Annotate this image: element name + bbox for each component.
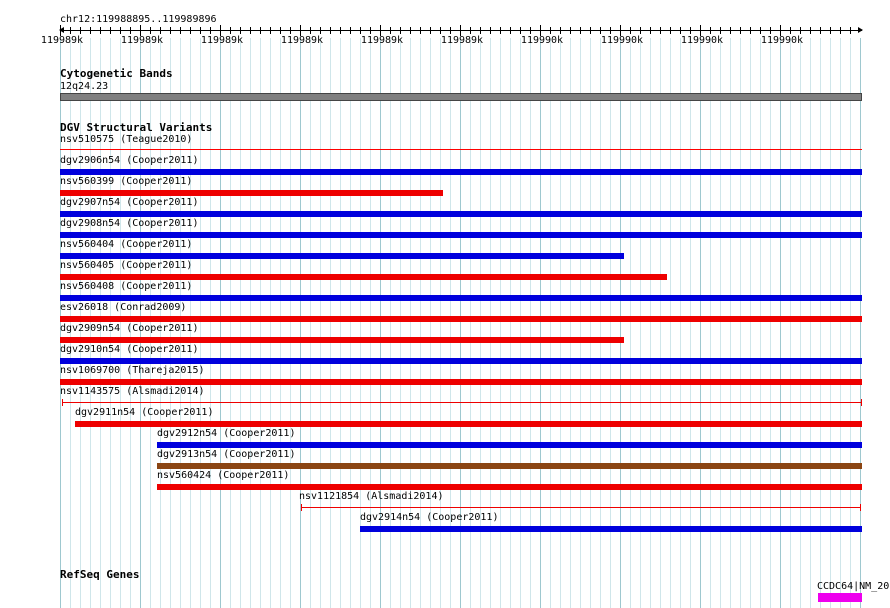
dgv-feature-end-cap xyxy=(62,399,63,406)
ruler-minor-tick xyxy=(120,27,121,34)
cyto-band-label: 12q24.23 xyxy=(60,81,109,92)
dgv-feature-label: nsv1121854 (Alsmadi2014) xyxy=(299,491,444,502)
dgv-feature-label: dgv2906n54 (Cooper2011) xyxy=(60,155,199,166)
ruler-minor-tick xyxy=(100,27,101,34)
ruler-minor-tick xyxy=(670,27,671,34)
ruler-minor-tick xyxy=(240,27,241,34)
dgv-feature-bar[interactable] xyxy=(60,358,862,364)
ruler-tick-label: 119990k xyxy=(520,35,564,46)
ruler-minor-tick xyxy=(320,27,321,34)
ruler-minor-tick xyxy=(810,27,811,34)
ruler-minor-tick xyxy=(160,27,161,34)
ruler-tick-label: 119989k xyxy=(120,35,164,46)
ruler-minor-tick xyxy=(470,27,471,34)
ruler-minor-tick xyxy=(710,27,711,34)
dgv-feature-bar[interactable] xyxy=(60,316,862,322)
ruler-tick-label: 119990k xyxy=(600,35,644,46)
dgv-feature-bar[interactable] xyxy=(360,526,862,532)
dgv-feature-bar[interactable] xyxy=(60,169,862,175)
ruler-minor-tick xyxy=(690,27,691,34)
ruler-minor-tick xyxy=(430,27,431,34)
dgv-feature-bar[interactable] xyxy=(60,211,862,217)
dgv-feature-label: nsv560408 (Cooper2011) xyxy=(60,281,193,292)
ruler-minor-tick xyxy=(680,27,681,34)
ruler-minor-tick xyxy=(750,27,751,34)
dgv-feature-bar[interactable] xyxy=(60,274,667,280)
dgv-feature-bar[interactable] xyxy=(157,484,862,490)
dgv-feature-label: dgv2908n54 (Cooper2011) xyxy=(60,218,199,229)
dgv-feature-label: dgv2913n54 (Cooper2011) xyxy=(157,449,296,460)
dgv-feature-label: nsv1069700 (Thareja2015) xyxy=(60,365,205,376)
ruler-minor-tick xyxy=(570,27,571,34)
ruler-tick-label: 119989k xyxy=(200,35,244,46)
ruler-minor-tick xyxy=(410,27,411,34)
ruler-minor-tick xyxy=(530,27,531,34)
ruler-minor-tick xyxy=(800,27,801,34)
dgv-feature-bar[interactable] xyxy=(60,295,862,301)
dgv-feature-label: nsv1143575 (Alsmadi2014) xyxy=(60,386,205,397)
gene-feature-ccdc64[interactable] xyxy=(818,593,862,602)
ruler-tick-label: 119989k xyxy=(360,35,404,46)
ruler-minor-tick xyxy=(340,27,341,34)
dgv-feature-label: nsv560405 (Cooper2011) xyxy=(60,260,193,271)
dgv-feature-bar[interactable] xyxy=(60,232,862,238)
dgv-feature-end-cap xyxy=(860,504,861,511)
ruler-tick-label: 119989k xyxy=(40,35,84,46)
dgv-feature-bar[interactable] xyxy=(60,379,862,385)
ruler-minor-tick xyxy=(180,27,181,34)
dgv-feature-label: dgv2912n54 (Cooper2011) xyxy=(157,428,296,439)
ruler-minor-tick xyxy=(250,27,251,34)
dgv-feature-label: esv26018 (Conrad2009) xyxy=(60,302,187,313)
ruler-minor-tick xyxy=(650,27,651,34)
ruler-minor-tick xyxy=(290,27,291,34)
dgv-feature-end-cap xyxy=(301,504,302,511)
ruler-minor-tick xyxy=(270,27,271,34)
ruler-minor-tick xyxy=(170,27,171,34)
ruler-minor-tick xyxy=(830,27,831,34)
ruler-minor-tick xyxy=(480,27,481,34)
refseq-track-title: RefSeq Genes xyxy=(60,568,140,581)
cyto-band[interactable] xyxy=(60,93,862,101)
ruler-minor-tick xyxy=(280,27,281,34)
dgv-feature-bar[interactable] xyxy=(157,442,862,448)
ruler-minor-tick xyxy=(260,27,261,34)
ruler-minor-tick xyxy=(440,27,441,34)
dgv-feature-bar[interactable] xyxy=(60,190,443,196)
dgv-feature-bar[interactable] xyxy=(60,253,624,259)
ruler-minor-tick xyxy=(590,27,591,34)
ruler-minor-tick xyxy=(130,27,131,34)
ruler-minor-tick xyxy=(820,27,821,34)
ruler-minor-tick xyxy=(850,27,851,34)
dgv-feature-label: nsv510575 (Teague2010) xyxy=(60,134,193,145)
ruler-tick-label: 119989k xyxy=(440,35,484,46)
dgv-feature-bar[interactable] xyxy=(75,421,862,427)
ruler-minor-tick xyxy=(730,27,731,34)
ruler-minor-tick xyxy=(90,27,91,34)
ruler-minor-tick xyxy=(350,27,351,34)
dgv-feature-end-cap xyxy=(861,399,862,406)
ruler-minor-tick xyxy=(770,27,771,34)
ruler-minor-tick xyxy=(790,27,791,34)
ruler-minor-tick xyxy=(740,27,741,34)
ruler-minor-tick xyxy=(450,27,451,34)
ruler-minor-tick xyxy=(80,27,81,34)
dgv-feature-label: nsv560399 (Cooper2011) xyxy=(60,176,193,187)
dgv-feature-label: dgv2914n54 (Cooper2011) xyxy=(360,512,499,523)
dgv-feature-label: nsv560404 (Cooper2011) xyxy=(60,239,193,250)
dgv-feature-label: dgv2911n54 (Cooper2011) xyxy=(75,407,214,418)
ruler-minor-tick xyxy=(200,27,201,34)
ruler-minor-tick xyxy=(210,27,211,34)
ruler-minor-tick xyxy=(110,27,111,34)
dgv-feature-line[interactable] xyxy=(62,402,862,403)
ruler-minor-tick xyxy=(190,27,191,34)
dgv-feature-bar[interactable] xyxy=(60,337,624,343)
ruler-minor-tick xyxy=(580,27,581,34)
ruler-tick-label: 119989k xyxy=(280,35,324,46)
ruler-minor-tick xyxy=(360,27,361,34)
position-label: chr12:119988895..119989896 xyxy=(60,14,217,25)
dgv-feature-line[interactable] xyxy=(60,149,862,150)
gene-label: CCDC64|NM_20 xyxy=(817,581,890,592)
ruler-minor-tick xyxy=(420,27,421,34)
ruler-minor-tick xyxy=(640,27,641,34)
ruler-minor-tick xyxy=(520,27,521,34)
dgv-feature-label: nsv560424 (Cooper2011) xyxy=(157,470,290,481)
ruler-minor-tick xyxy=(230,27,231,34)
ruler-tick-label: 119990k xyxy=(760,35,804,46)
ruler-minor-tick xyxy=(660,27,661,34)
dgv-feature-line[interactable] xyxy=(301,507,861,508)
dgv-feature-label: dgv2910n54 (Cooper2011) xyxy=(60,344,199,355)
ruler-minor-tick xyxy=(560,27,561,34)
ruler-minor-tick xyxy=(510,27,511,34)
ruler-minor-tick xyxy=(720,27,721,34)
ruler-minor-tick xyxy=(500,27,501,34)
ruler-minor-tick xyxy=(600,27,601,34)
ruler-minor-tick xyxy=(400,27,401,34)
ruler-minor-tick xyxy=(840,27,841,34)
ruler-tick-label: 119990k xyxy=(680,35,724,46)
cyto-track-title: Cytogenetic Bands xyxy=(60,67,173,80)
ruler-minor-tick xyxy=(150,27,151,34)
ruler-minor-tick xyxy=(330,27,331,34)
dgv-feature-label: dgv2909n54 (Cooper2011) xyxy=(60,323,199,334)
ruler-minor-tick xyxy=(370,27,371,34)
dgv-feature-bar[interactable] xyxy=(157,463,862,469)
ruler-minor-tick xyxy=(70,27,71,34)
ruler-minor-tick xyxy=(390,27,391,34)
dgv-feature-label: dgv2907n54 (Cooper2011) xyxy=(60,197,199,208)
ruler-minor-tick xyxy=(630,27,631,34)
ruler-right-arrow-icon xyxy=(858,27,863,33)
ruler-minor-tick xyxy=(490,27,491,34)
ruler-minor-tick xyxy=(760,27,761,34)
ruler-minor-tick xyxy=(310,27,311,34)
dgv-track-title: DGV Structural Variants xyxy=(60,121,213,134)
ruler-minor-tick xyxy=(550,27,551,34)
ruler-minor-tick xyxy=(610,27,611,34)
